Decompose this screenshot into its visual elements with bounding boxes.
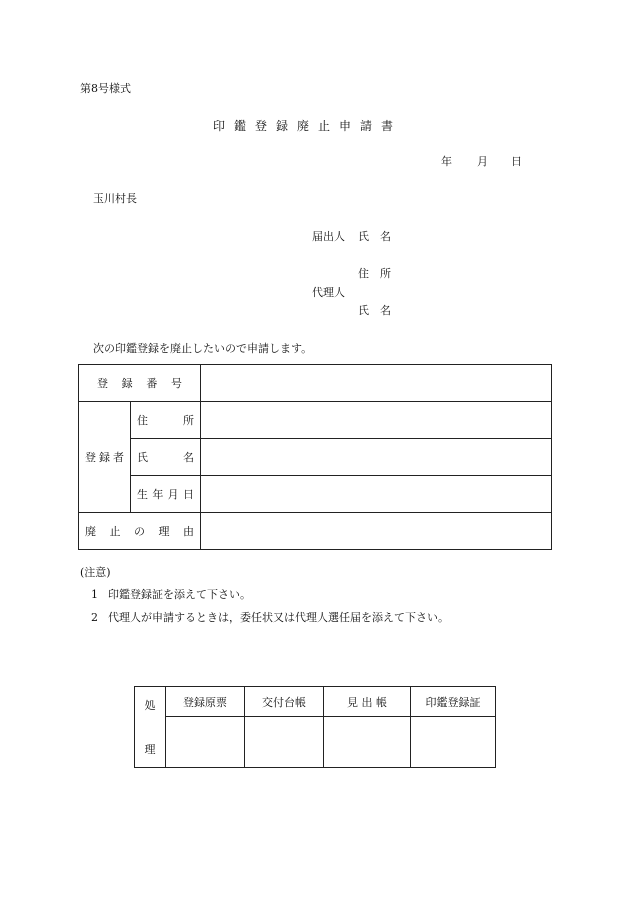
address-field[interactable] [201,402,552,439]
notes-heading: (注意) [80,566,111,579]
reg-number-text: 登録番号 [97,377,182,390]
office-label-cell [135,687,166,768]
registrant-text: 登録者 [85,451,124,464]
office-header-4: 印鑑登録証 [411,687,496,717]
office-label-top: 処 [144,699,156,712]
office-header-2: 交付台帳 [245,687,324,717]
addressee: 玉川村長 [93,192,137,205]
page-title: 印鑑登録廃止申請書 [213,119,403,133]
table-row [79,513,552,550]
notifier-name-label: 氏 名 [358,230,391,243]
table-row [135,687,496,717]
note-2-text: 代理人が申請するときは，委任状又は代理人選任届を添えて下さい。 [108,611,449,624]
request-sentence: 次の印鑑登録を廃止したいので申請します。 [93,342,313,355]
date-year: 年 [441,155,452,168]
table-row [79,439,552,476]
registrant-label [79,402,131,513]
reason-text: 廃止の理由 [85,525,194,538]
agent-label: 代理人 [312,286,345,299]
registration-table [78,364,552,550]
date-month: 月 [477,155,488,168]
notifier-address-label: 住 所 [358,267,391,280]
name-label [131,439,201,476]
notifier-label: 届出人 [312,230,345,243]
form-number: 第8号様式 [80,82,131,95]
date-day: 日 [511,155,522,168]
table-row [135,717,496,768]
office-label-bottom: 理 [144,743,156,756]
note-1-number: 1 [91,588,98,601]
note-1-text: 印鑑登録証を添えて下さい。 [108,588,251,601]
note-2-number: 2 [91,611,98,624]
address-text: 住所 [137,414,194,427]
birthdate-text: 生年月日 [137,488,194,501]
table-row [79,365,552,402]
office-header-1: 登録原票 [166,687,245,717]
office-stamp-cell[interactable] [411,717,496,768]
address-label [131,402,201,439]
reason-field[interactable] [201,513,552,550]
reason-label [79,513,201,550]
table-row [79,476,552,513]
name-text: 氏名 [137,451,194,464]
birthdate-field[interactable] [201,476,552,513]
agent-name-label: 氏 名 [358,304,391,317]
office-stamp-cell[interactable] [245,717,324,768]
reg-number-label [79,365,201,402]
office-stamp-cell[interactable] [166,717,245,768]
office-header-3: 見 出 帳 [324,687,411,717]
birthdate-label [131,476,201,513]
office-stamp-cell[interactable] [324,717,411,768]
office-use-table [134,686,496,768]
reg-number-field[interactable] [201,365,552,402]
name-field[interactable] [201,439,552,476]
table-row [79,402,552,439]
